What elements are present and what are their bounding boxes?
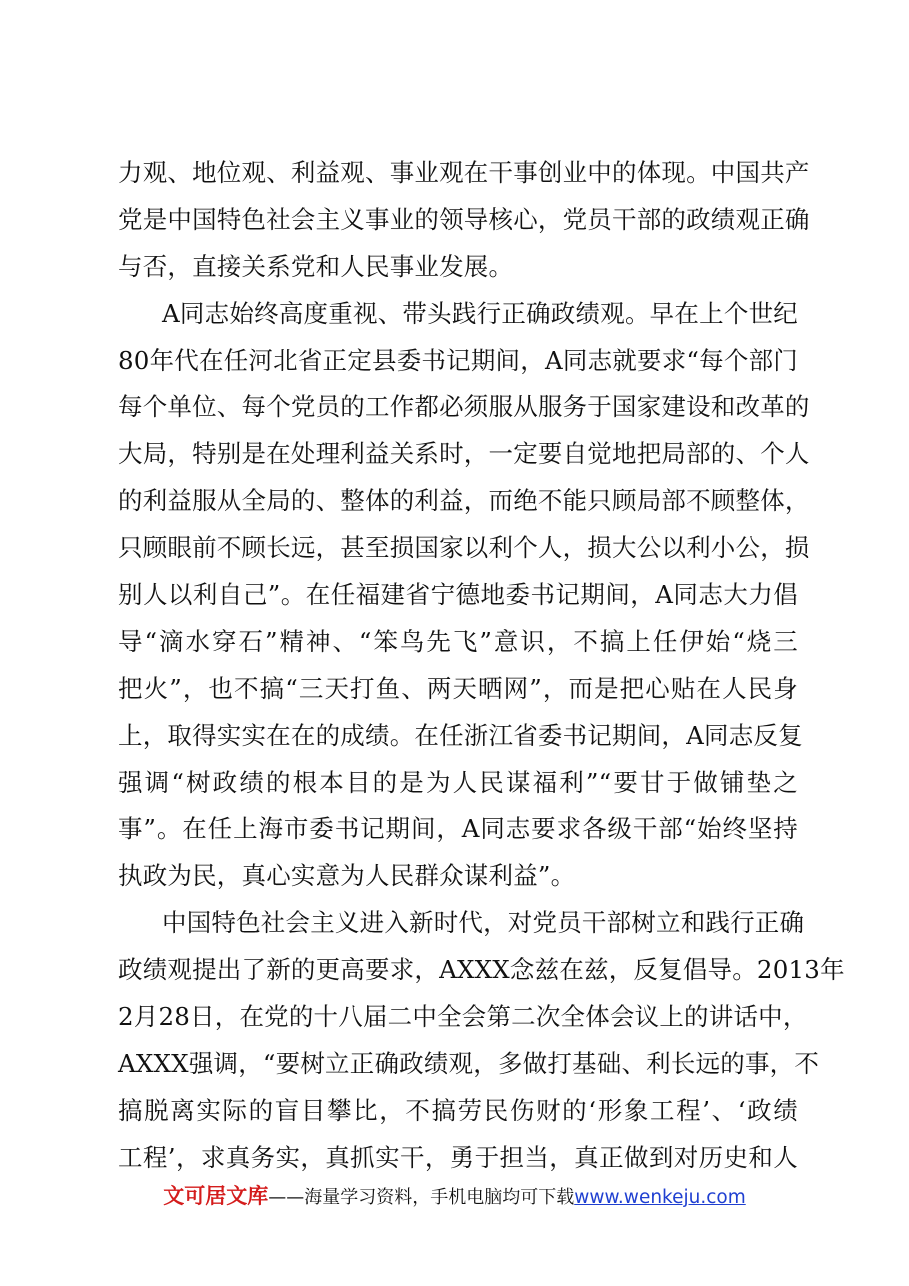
text-line-19: 2月28日，在党的十八届二中全会第二次全体会议上的讲话中， — [118, 1002, 808, 1032]
text-line-7: 大局，特别是在处理利益关系时，一定要自觉地把局部的、个人 — [118, 439, 810, 469]
footer-banner — [0, 1170, 909, 1224]
text-line-17: 中国特色社会主义进入新时代，对党员干部树立和践行正确 — [162, 908, 805, 938]
text-line-20: AXXX强调，“要树立正确政绩观，多做打基础、利长远的事，不 — [118, 1048, 820, 1078]
document-body — [118, 150, 845, 1182]
text-line-21: 搞脱离实际的盲目攀比，不搞劳民伤财的‘形象工程’、‘政绩 — [118, 1095, 798, 1125]
footer-site-link[interactable]: www.wenkeju.com — [574, 1187, 746, 1208]
text-line-3: 与否，直接关系党和人民事业发展。 — [118, 251, 514, 281]
text-line-15: 事”。在任上海市委书记期间，A同志要求各级干部“始终坚持 — [118, 814, 798, 844]
text-line-13: 上，取得实实在在的成绩。在任浙江省委书记期间，A同志反复 — [118, 720, 803, 750]
text-line-8: 的利益服从全局的、整体的利益，而绝不能只顾局部不顾整体， — [118, 486, 810, 516]
text-line-18: 政绩观提出了新的更高要求，AXXX念兹在兹，反复倡导。2013年 — [118, 955, 845, 985]
footer-tagline: ——海量学习资料，手机电脑均可下载 — [268, 1187, 575, 1208]
text-line-2: 党是中国特色社会主义事业的领导核心，党员干部的政绩观正确 — [118, 204, 810, 234]
text-line-9: 只顾眼前不顾长远，甚至损国家以利个人，损大公以利小公，损 — [118, 533, 810, 563]
text-line-4: A同志始终高度重视、带头践行正确政绩观。早在上个世纪 — [162, 298, 798, 328]
text-line-22: 工程’，求真务实，真抓实干，勇于担当，真正做到对历史和人 — [118, 1142, 798, 1172]
text-line-14: 强调“树政绩的根本目的是为人民谋福利”“要甘于做铺垫之 — [118, 767, 798, 797]
text-line-5: 80年代在任河北省正定县委书记期间，A同志就要求“每个部门 — [118, 345, 798, 375]
text-line-1: 力观、地位观、利益观、事业观在干事创业中的体现。中国共产 — [118, 158, 810, 187]
text-line-6: 每个单位、每个党员的工作都必须服从服务于国家建设和改革的 — [118, 392, 810, 422]
text-line-12: 把火”，也不搞“三天打鱼、两天晒网”，而是把心贴在人民身 — [118, 673, 798, 703]
text-line-10: 别人以利自己”。在任福建省宁德地委书记期间，A同志大力倡 — [118, 580, 798, 610]
text-line-16: 执政为民，真心实意为人民群众谋利益”。 — [118, 861, 576, 891]
text-line-11: 导“滴水穿石”精神、“笨鸟先飞”意识，不搞上任伊始“烧三 — [118, 626, 798, 656]
footer-brand: 文可居文库 — [163, 1184, 269, 1208]
